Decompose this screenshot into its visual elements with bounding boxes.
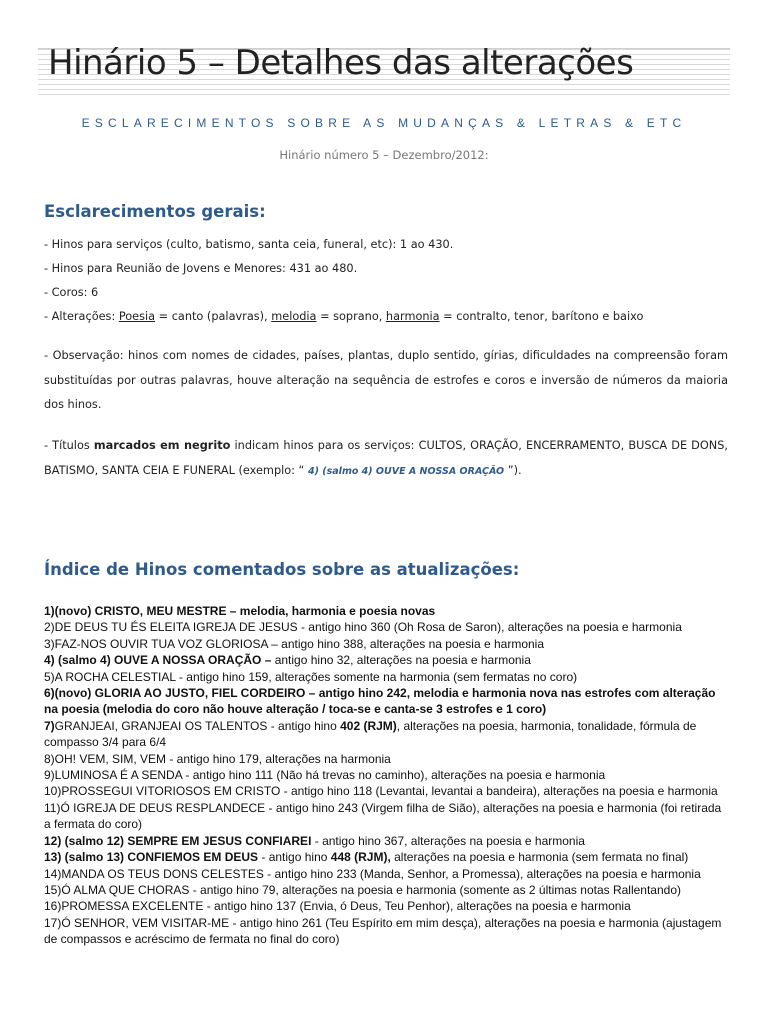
list-item-text: 10)PROSSEGUI VITORIOSOS EM CRISTO - antigo hino 118 (Levantai, levantai a bandeira), alterações na poesia e harmonia (44, 784, 718, 799)
list-item-bold: 4) (salmo 4) OUVE A NOSSA ORAÇÃO – (44, 653, 272, 668)
list-item-text: 9)LUMINOSA É A SENDA - antigo hino 111 (Não há trevas no caminho), alterações na poesia e harmonia (44, 768, 606, 783)
list-item-text: 17)Ó SENHOR, VEM VISITAR-ME - antigo hino 261 (Teu Espírito em mim desça), alterações na poesia e harmonia (ajustagem de compassos e acréscimo de fermata no final do coro) (44, 915, 722, 947)
paragraph-alteracoes (44, 305, 728, 330)
list-item (44, 669, 728, 685)
list-item-text: antigo hino 32, alterações na poesia e harmonia (271, 653, 531, 668)
list-item-bold2: 448 (RJM), (330, 850, 391, 865)
title-banner (38, 43, 730, 95)
list-item (44, 800, 728, 833)
list-item-text: 11)Ó IGREJA DE DEUS RESPLANDECE - antigo hino 243 (Virgem filha de Sião), alterações na poesia e harmonia (foi retirada a fermata do coro) (44, 800, 722, 832)
titulos-example: 4) (salmo 4) OUVE A NOSSA ORAÇÃO (308, 465, 505, 477)
list-item-text2: , alterações na poesia, harmonia, tonalidade, fórmula de compasso 3/4 para 6/4 (44, 718, 697, 750)
list-item-text: - antigo hino 367, alterações na poesia e harmonia (311, 833, 585, 848)
list-item (44, 636, 728, 652)
list-item (44, 866, 728, 882)
list-item (44, 833, 728, 849)
list-item (44, 849, 728, 865)
list-item-text: 2)DE DEUS TU ÉS ELEITA IGREJA DE JESUS - antigo hino 360 (Oh Rosa de Saron), alterações na poesia e harmonia (44, 620, 682, 635)
dateline: Hinário número 5 – Dezembro/2012: (279, 148, 489, 162)
melodia-desc: = soprano, (316, 310, 386, 323)
list-item (44, 915, 728, 948)
list-item (44, 751, 728, 767)
list-item-bold: 7) (44, 718, 55, 733)
paragraph-observacao: - Observação: hinos com nomes de cidades, países, plantas, duplo sentido, gírias, dificuldades na compreensão foram substituídas por outras palavras, houve alteração na sequência de estrofes e coros e inversão de números da maioria dos hinos. (44, 349, 728, 411)
list-item-text: 15)Ó ALMA QUE CHORAS - antigo hino 79, alterações na poesia e harmonia (somente as 2 últimas notas Rallentando) (44, 882, 682, 897)
titulos-prefix: - Títulos (44, 439, 94, 452)
list-item (44, 652, 728, 668)
list-item-bold: 13) (salmo 13) CONFIEMOS EM DEUS (44, 850, 259, 865)
list-item-bold: 6)(novo) GLORIA AO JUSTO, FIEL CORDEIRO – antigo hino 242, melodia e harmonia nova nas estrofes com alteração na poesia (melodia do coro não houve alteração / toca-se e canta-se 3 estrofes e 1 coro) (44, 686, 716, 717)
list-item (44, 603, 728, 619)
titulos-bold: marcados em negrito (93, 439, 231, 452)
list-item (44, 783, 728, 799)
titulos-mid: indicam hinos para os serviços: CULTOS, ORAÇÃO, ENCERRAMENTO, BUSCA DE DONS, BATISMO, SANTA CEIA E FUNERAL (exemplo: “ (44, 439, 728, 477)
list-item-text: 3)FAZ-NOS OUVIR TUA VOZ GLORIOSA – antigo hino 388, alterações na poesia e harmonia (44, 636, 545, 651)
poesia-desc: = canto (palavras), (155, 310, 272, 323)
section-heading-esclarecimentos: Esclarecimentos gerais: (44, 202, 266, 221)
hymn-index-list (44, 603, 728, 948)
titulos-suffix: ”). (504, 463, 522, 477)
list-item-bold2: 402 (RJM) (340, 718, 397, 733)
section-heading-indice: Índice de Hinos comentados sobre as atualizações: (44, 560, 520, 579)
page-title: Hinário 5 – Detalhes das alterações (48, 43, 634, 83)
list-item (44, 718, 728, 751)
paragraph-hinos-servicos: - Hinos para serviços (culto, batismo, santa ceia, funeral, etc): 1 ao 430. (44, 238, 454, 251)
list-item-text2: alterações na poesia e harmonia (sem fermata no final) (390, 850, 689, 865)
term-harmonia: harmonia (385, 310, 440, 323)
list-item-bold: 12) (salmo 12) SEMPRE EM JESUS CONFIAREI (44, 833, 312, 848)
list-item-bold: 1)(novo) CRISTO, MEU MESTRE – melodia, harmonia e poesia novas (44, 604, 436, 618)
paragraph-hinos-jovens: - Hinos para Reunião de Jovens e Menores: 431 ao 480. (44, 262, 358, 275)
list-item (44, 685, 728, 718)
page-subtitle: ESCLARECIMENTOS SOBRE AS MUDANÇAS & LETRAS & ETC (81, 116, 687, 130)
list-item-text: GRANJEAI, GRANJEAI OS TALENTOS - antigo hino (54, 718, 341, 733)
alteracoes-prefix: - Alterações: (44, 310, 119, 323)
list-item-text: 8)OH! VEM, SIM, VEM - antigo hino 179, alterações na harmonia (44, 751, 391, 766)
list-item-text: - antigo hino (258, 850, 331, 865)
term-melodia: melodia (271, 310, 317, 323)
list-item (44, 767, 728, 783)
paragraph-titulos (44, 434, 728, 484)
list-item (44, 898, 728, 914)
harmonia-desc: = contralto, tenor, barítono e baixo (439, 310, 644, 323)
list-item (44, 619, 728, 635)
term-poesia: Poesia (118, 310, 156, 323)
list-item-text: 16)PROMESSA EXCELENTE - antigo hino 137 (Envia, ó Deus, Teu Penhor), alterações na poesia e harmonia (44, 899, 631, 914)
list-item-text: 14)MANDA OS TEUS DONS CELESTES - antigo hino 233 (Manda, Senhor, a Promessa), alterações na poesia e harmonia (44, 866, 701, 881)
list-item-text: 5)A ROCHA CELESTIAL - antigo hino 159, alterações somente na harmonia (sem fermatas no coro) (44, 669, 578, 684)
paragraph-coros: - Coros: 6 (44, 286, 99, 299)
list-item (44, 882, 728, 898)
